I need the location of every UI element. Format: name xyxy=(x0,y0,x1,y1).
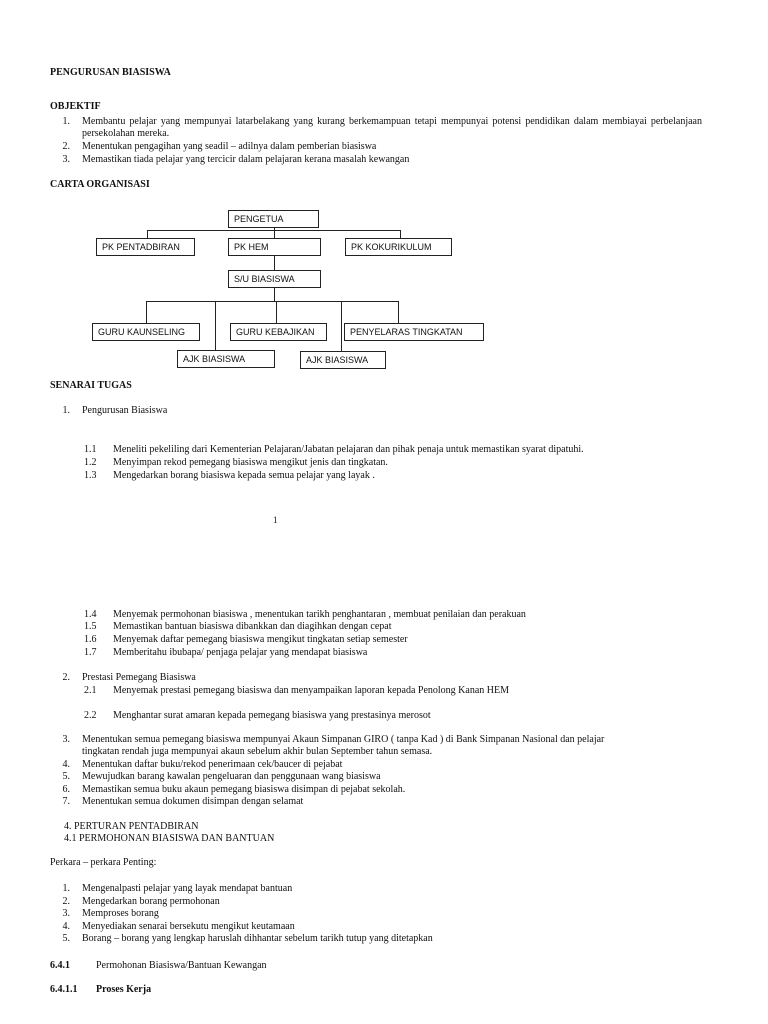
carta-heading: CARTA ORGANISASI xyxy=(50,179,150,190)
list-item: Mengenalpasti pelajar yang layak mendapat bantuan xyxy=(82,883,293,894)
list-number: 2. xyxy=(62,672,70,683)
list-number: 5. xyxy=(62,771,70,782)
org-box-pk-pentadbiran: PK PENTADBIRAN xyxy=(96,238,195,256)
list-number: 3. xyxy=(62,734,70,745)
list-number: 1.2 xyxy=(84,457,97,468)
list-number: 4. xyxy=(62,759,70,770)
list-item: Menyemak daftar pemegang biasiswa mengikut tingkatan setiap semester xyxy=(113,634,408,645)
org-box-ajk-biasiswa: AJK BIASISWA xyxy=(177,350,275,368)
list-number: 1.1 xyxy=(84,444,97,455)
list-item: Borang – borang yang lengkap haruslah dihhantar sebelum tarikh tutup yang ditetapkan xyxy=(82,933,433,944)
subsection-number: 6.4.1.1 xyxy=(50,984,78,995)
list-item: Menentukan daftar buku/rekod penerimaan cek/baucer di pejabat xyxy=(82,759,343,770)
list-number: 2. xyxy=(62,141,70,152)
list-number: 1. xyxy=(62,883,70,894)
list-item: Menentukan semua dokumen disimpan dengan selamat xyxy=(82,796,304,807)
list-item: Membantu pelajar yang mempunyai latarbelakang yang kurang berkemampuan tetapi mempunyai potensi pendidikan dalam membiayai perbelanjaan persekolahan mereka. xyxy=(82,116,702,139)
page-title: PENGURUSAN BIASISWA xyxy=(50,67,171,78)
objektif-heading: OBJEKTIF xyxy=(50,101,101,112)
list-item-continued: tingkatan rendah juga mempunyai akaun sebelum akhir bulan September tahun semasa. xyxy=(82,746,433,757)
subsection-title: Permohonan Biasiswa/Bantuan Kewangan xyxy=(96,960,267,971)
list-item: Memastikan tiada pelajar yang tercicir dalam pelajaran kerana masalah kewangan xyxy=(82,154,410,165)
section-title: Pengurusan Biasiswa xyxy=(82,405,168,416)
section-heading: 4. PERTURAN PENTADBIRAN xyxy=(64,821,199,832)
list-number: 7. xyxy=(62,796,70,807)
org-box-penyelaras-tingkatan: PENYELARAS TINGKATAN xyxy=(344,323,484,341)
list-item: Menyemak prestasi pemegang biasiswa dan menyampaikan laporan kepada Penolong Kanan HEM xyxy=(113,685,509,696)
list-number: 4. xyxy=(62,921,70,932)
org-box-pk-kokurikulum: PK KOKURIKULUM xyxy=(345,238,452,256)
list-number: 1.6 xyxy=(84,634,97,645)
list-item: Menghantar surat amaran kepada pemegang biasiswa yang prestasinya merosot xyxy=(113,710,431,721)
org-box-pengetua: PENGETUA xyxy=(228,210,319,228)
list-item: Mengedarkan borang biasiswa kepada semua pelajar yang layak . xyxy=(113,470,375,481)
list-number: 1. xyxy=(62,116,70,127)
list-item: Menyimpan rekod pemegang biasiswa mengikut jenis dan tingkatan. xyxy=(113,457,388,468)
list-number: 1.3 xyxy=(84,470,97,481)
subsection-number: 6.4.1 xyxy=(50,960,70,971)
list-number: 5. xyxy=(62,933,70,944)
org-box-guru-kebajikan: GURU KEBAJIKAN xyxy=(230,323,327,341)
section-title: Prestasi Pemegang Biasiswa xyxy=(82,672,196,683)
list-number: 1.5 xyxy=(84,621,97,632)
org-box-pk-hem: PK HEM xyxy=(228,238,321,256)
org-box-ajk-biasiswa: AJK BIASISWA xyxy=(300,351,386,369)
page-number: 1 xyxy=(273,515,278,525)
list-item: Memastikan bantuan biasiswa dibankkan dan diagihkan dengan cepat xyxy=(113,621,392,632)
list-item: Meneliti pekeliling dari Kementerian Pelajaran/Jabatan pelajaran dan pihak penaja untuk memastikan syarat dipatuhi. xyxy=(113,444,584,455)
list-item: Memproses borang xyxy=(82,908,159,919)
list-item: Menentukan pengagihan yang seadil – adilnya dalam pemberian biasiswa xyxy=(82,141,377,152)
list-number: 6. xyxy=(62,784,70,795)
list-number: 1. xyxy=(62,405,70,416)
list-item: Mengedarkan borang permohonan xyxy=(82,896,220,907)
list-number: 2.1 xyxy=(84,685,97,696)
list-item: Menyemak permohonan biasiswa , menentukan tarikh penghantaran , membuat penilaian dan perakuan xyxy=(113,609,526,620)
list-number: 3. xyxy=(62,908,70,919)
subsection-title: Proses Kerja xyxy=(96,984,152,995)
org-box-su-biasiswa: S/U BIASISWA xyxy=(228,270,321,288)
list-number: 1.4 xyxy=(84,609,97,620)
list-item: Menyediakan senarai bersekutu mengikut keutamaan xyxy=(82,921,295,932)
senarai-heading: SENARAI TUGAS xyxy=(50,380,132,391)
list-number: 2. xyxy=(62,896,70,907)
org-box-guru-kaunseling: GURU KAUNSELING xyxy=(92,323,200,341)
list-number: 2.2 xyxy=(84,710,97,721)
section-heading: 4.1 PERMOHONAN BIASISWA DAN BANTUAN xyxy=(64,833,275,844)
list-item: Mewujudkan barang kawalan pengeluaran dan penggunaan wang biasiswa xyxy=(82,771,381,782)
list-item: Memberitahu ibubapa/ penjaga pelajar yang mendapat biasiswa xyxy=(113,647,368,658)
list-number: 3. xyxy=(62,154,70,165)
list-number: 1.7 xyxy=(84,647,97,658)
list-item: Memastikan semua buku akaun pemegang biasiswa disimpan di pejabat sekolah. xyxy=(82,784,406,795)
list-item: Menentukan semua pemegang biasiswa mempunyai Akaun Simpanan GIRO ( tanpa Kad ) di Bank Simpanan Nasional dan pelajar xyxy=(82,734,605,745)
perkara-heading: Perkara – perkara Penting: xyxy=(50,857,157,868)
